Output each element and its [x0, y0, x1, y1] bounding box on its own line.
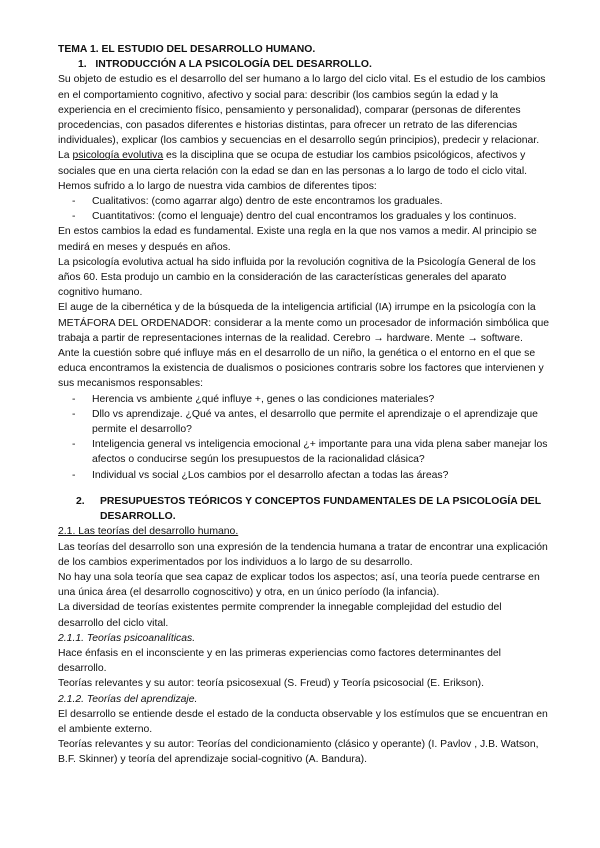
- section-2-heading-row: [58, 494, 550, 524]
- paragraph-cambios: Hemos sufrido a lo largo de nuestra vida cambios de diferentes tipos:: [58, 180, 377, 192]
- list-item: [58, 407, 550, 437]
- list-item: [58, 392, 550, 407]
- psicologia-evolutiva-term: psicología evolutiva: [72, 150, 164, 162]
- subsection-2-1-1-title: 2.1.1. Teorías psicoanalíticas.: [58, 632, 196, 644]
- document-title: TEMA 1. EL ESTUDIO DEL DESARROLLO HUMANO.: [58, 44, 316, 55]
- paragraph-psicologia-evolutiva: [58, 148, 550, 178]
- dash-bullet: -: [72, 196, 76, 208]
- subsection-2-1-2-title: 2.1.2. Teorías del aprendizaje.: [58, 693, 198, 705]
- list-item-text: Individual vs social ¿Los cambios por el desarrollo afectan a todas las áreas?: [92, 469, 449, 481]
- paragraph-psicoanaliticas-autores: Teorías relevantes y su autor: teoría psicosexual (S. Freud) y Teoría psicosocial (E. Erikson).: [58, 678, 485, 690]
- list-item-text: Cualitativos: (como agarrar algo) dentro de este encontramos los graduales.: [92, 196, 443, 208]
- paragraph-rest: es la disciplina que se ocupa de estudiar los cambios psicológicos, afectivos y sociales que en una cierta relación con la edad se dan en las personas a lo largo de todo el ciclo vital.: [58, 150, 528, 177]
- paragraph-lead: La: [58, 150, 73, 162]
- list-item-text: Cuantitativos: (como el lenguaje) dentro del cual encontramos los graduales y los continuos.: [92, 211, 517, 223]
- paragraph-diversidad: La diversidad de teorías existentes permite comprender la innegable complejidad del estudio del desarrollo del ciclo vital.: [58, 602, 502, 629]
- list-item-text: Dllo vs aprendizaje. ¿Qué va antes, el desarrollo que permite el aprendizaje o el aprendizaje que permite el desarrollo?: [92, 408, 538, 436]
- section-2-heading: [58, 494, 550, 524]
- subsection-2-1-title: 2.1. Las teorías del desarrollo humano.: [58, 526, 239, 538]
- paragraph-objeto: Su objeto de estudio es el desarrollo del ser humano a lo largo del ciclo vital. Es el estudio de los cambios en el comportamiento cognitivo, afectivo y social para: describir (los cambios según la edad y la experiencia en el crecimiento físico, pensamiento y personalidad), comparar (personas de diferentes procedencias, con pasados diferentes e historias distintas, para ofrecer un retrato de las diferencias individuales), explicar (los cambios y secuencias en el desarrollo según principios), predecir y relacionar.: [58, 74, 546, 147]
- paragraph-dualismos: Ante la cuestión sobre qué influye más en el desarrollo de un niño, la genética o el entorno en el que se educa encontramos la existencia de dualismos o posiciones contraris sobre los factores que intervienen y sus mecanismos responsables:: [58, 348, 544, 390]
- dash-bullet: -: [72, 439, 76, 451]
- paragraph-revolucion-cognitiva: La psicología evolutiva actual ha sido influida por la revolución cognitiva de la Psicología General de los años 60. Esta produjo un cambio en la consideración de las características generales del aparato cognitivo humano.: [58, 256, 536, 299]
- paragraph-edad: En estos cambios la edad es fundamental. Existe una regla en la que nos vamos a medir. Al principio se medirá en meses y después en años.: [58, 226, 537, 253]
- paragraph-aprendizaje: El desarrollo se entiende desde el estado de la conducta observable y los estímulos que se encuentran en el ambiente externo.: [58, 708, 548, 735]
- dash-bullet: -: [72, 469, 76, 481]
- section-1-heading: [58, 57, 550, 72]
- paragraph-psicoanaliticas: Hace énfasis en el inconsciente y en las primeras experiencias como factores determinantes del desarrollo.: [58, 647, 501, 675]
- paragraph-cibernetica: El auge de la cibernética y de la búsqueda de la inteligencia artificial (IA) irrumpe en la psicología con la METÁFORA DEL ORDENADOR: considerar a la mente como un procesador de información simbólica que trabaja a partir de representaciones internas de la realidad. Cerebro → hardware. Mente → software.: [58, 302, 550, 344]
- list-item: [58, 468, 550, 483]
- dash-bullet: -: [72, 211, 76, 223]
- section-2-title: PRESUPUESTOS TEÓRICOS Y CONCEPTOS FUNDAMENTALES DE LA PSICOLOGÍA DEL DESARROLLO.: [100, 495, 541, 523]
- document-page: [58, 42, 550, 768]
- list-item-text: Herencia vs ambiente ¿qué influye +, genes o las condiciones materiales?: [92, 393, 435, 405]
- section-2-number: 2.: [76, 495, 85, 507]
- paragraph-no-hay-teoria: No hay una sola teoría que sea capaz de explicar todos los aspectos; así, una teoría puede centrarse en una única área (el desarrollo cognoscitivo) y otra, en un único período (la infancia).: [58, 571, 540, 599]
- list-item-text: Inteligencia general vs inteligencia emocional ¿+ importante para una vida plena saber manejar los afectos o conducirse según los presupuestos de la racionalidad clásica?: [92, 439, 548, 466]
- dualisms-list: [58, 392, 550, 483]
- list-item: [58, 194, 550, 209]
- paragraph-aprendizaje-autores: Teorías relevantes y su autor: Teorías del condicionamiento (clásico y operante) (I. Pavlov , J.B. Watson, B.F. Skinner) y teoría del aprendizaje social-cognitivo (A. Bandura).: [58, 739, 539, 766]
- dash-bullet: -: [72, 408, 76, 420]
- change-types-list: [58, 194, 550, 224]
- dash-bullet: -: [72, 393, 76, 405]
- paragraph-teorias: Las teorías del desarrollo son una expresión de la tendencia humana a tratar de encontrar una explicación de los cambios experimentados por los individuos a lo largo de su desarrollo.: [58, 541, 548, 568]
- list-item: [58, 437, 550, 467]
- section-1-title: INTRODUCCIÓN A LA PSICOLOGÍA DEL DESARROLLO.: [95, 59, 372, 71]
- section-1-number: 1.: [78, 59, 87, 71]
- list-item: [58, 209, 550, 224]
